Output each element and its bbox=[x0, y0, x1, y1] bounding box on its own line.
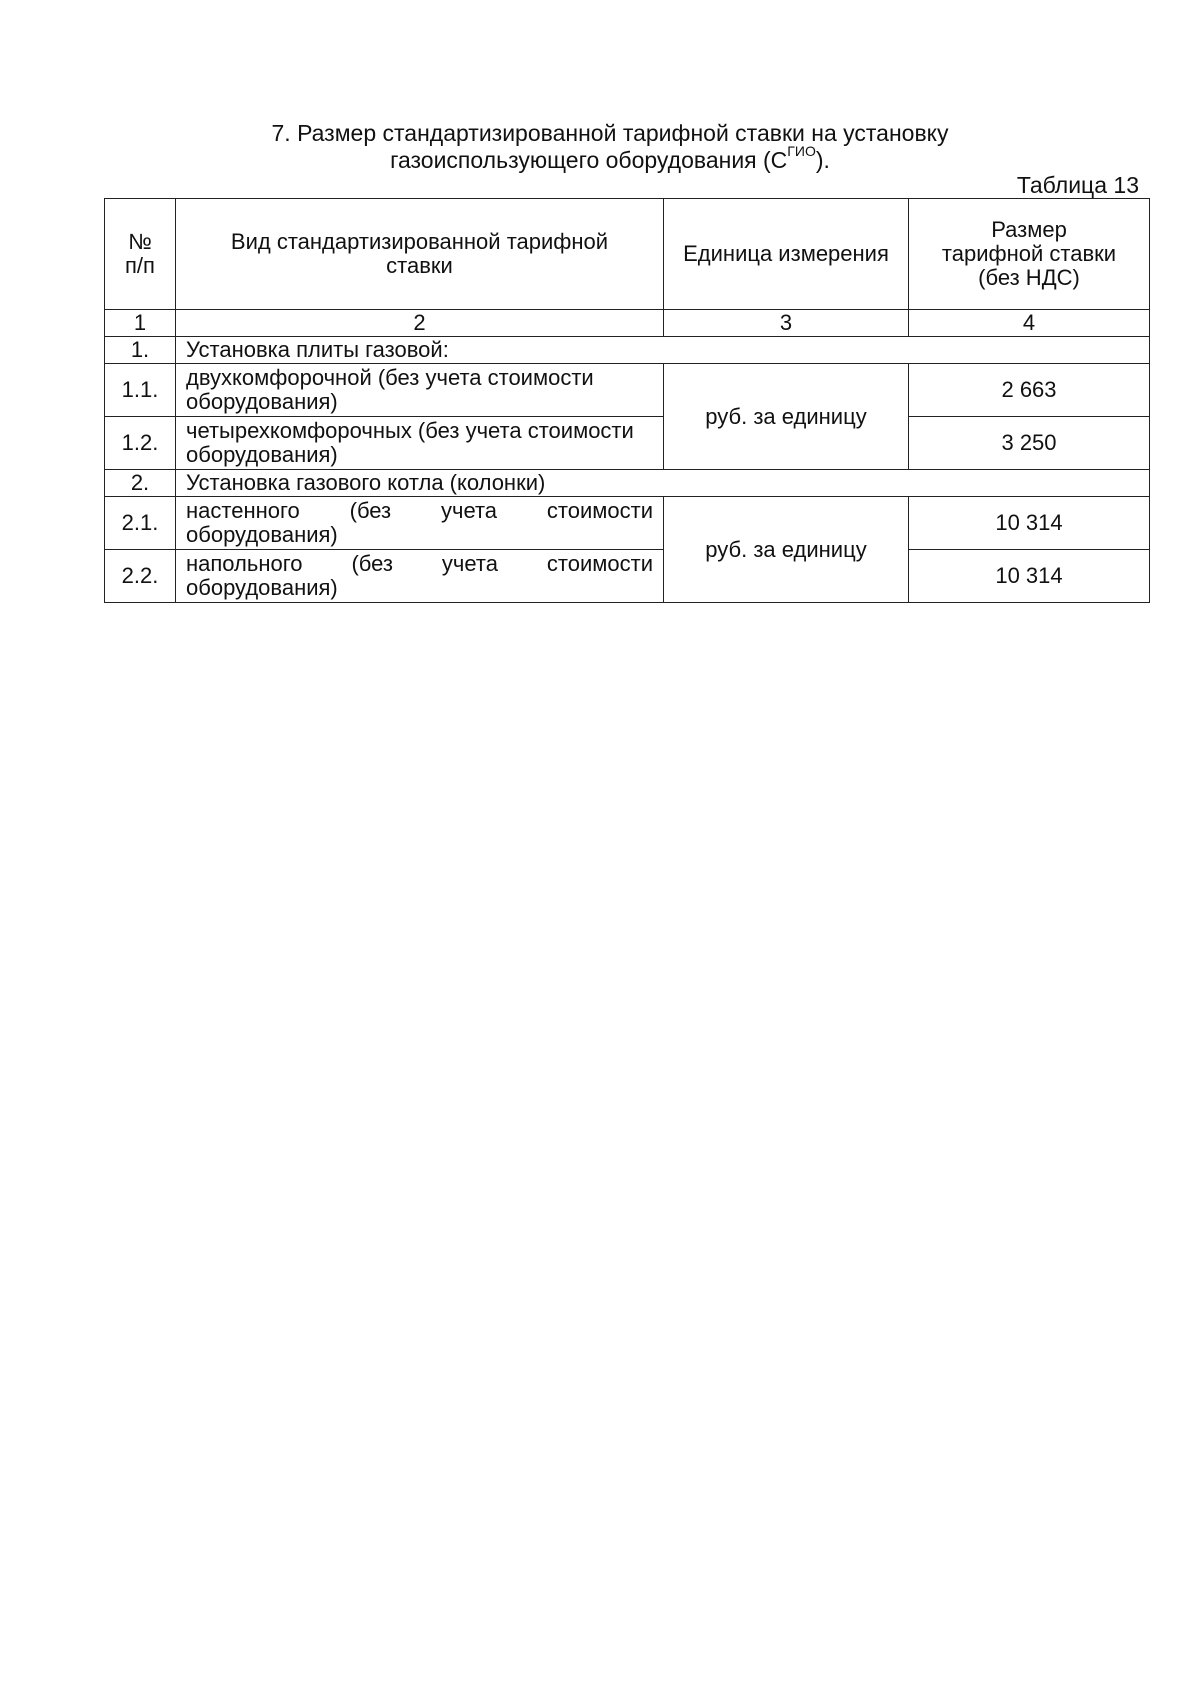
title-superscript: ГИО bbox=[787, 143, 816, 160]
header-rate-size: Размер тарифной ставки (без НДС) bbox=[909, 199, 1150, 310]
title-line-1: 7. Размер стандартизированной тарифной ставки на установку bbox=[271, 120, 949, 146]
tariff-table bbox=[104, 198, 1150, 603]
row-name: двухкомфорочной (без учета стоимости оборудования) bbox=[176, 364, 664, 417]
section-number: 2. bbox=[105, 470, 176, 497]
row-name-line-1: напольного (без учета стоимости bbox=[186, 551, 653, 576]
row-number: 1.1. bbox=[105, 364, 176, 417]
table-row bbox=[105, 364, 1150, 417]
row-number: 1.2. bbox=[105, 417, 176, 470]
row-value: 10 314 bbox=[909, 497, 1150, 550]
table-row bbox=[105, 417, 1150, 470]
section-row bbox=[105, 337, 1150, 364]
column-number: 1 bbox=[105, 310, 176, 337]
row-name bbox=[176, 497, 664, 550]
section-title: Установка плиты газовой: bbox=[176, 337, 1150, 364]
column-number-row bbox=[105, 310, 1150, 337]
section-row bbox=[105, 470, 1150, 497]
row-name-line-1: настенного (без учета стоимости bbox=[186, 498, 653, 523]
column-number: 4 bbox=[909, 310, 1150, 337]
title-line-2 bbox=[250, 143, 970, 174]
row-unit: руб. за единицу bbox=[664, 497, 909, 603]
column-number: 2 bbox=[176, 310, 664, 337]
row-name bbox=[176, 550, 664, 603]
title-line-2-text: газоиспользующего оборудования (С bbox=[390, 147, 788, 173]
header-row bbox=[105, 199, 1150, 310]
row-value: 3 250 bbox=[909, 417, 1150, 470]
row-name: четырехкомфорочных (без учета стоимости оборудования) bbox=[176, 417, 664, 470]
section-number: 1. bbox=[105, 337, 176, 364]
section-title: Установка газового котла (колонки) bbox=[176, 470, 1150, 497]
table-row bbox=[105, 550, 1150, 603]
row-name-line-2: оборудования) bbox=[186, 575, 338, 600]
column-number: 3 bbox=[664, 310, 909, 337]
row-number: 2.2. bbox=[105, 550, 176, 603]
row-unit: руб. за единицу bbox=[664, 364, 909, 470]
row-value: 10 314 bbox=[909, 550, 1150, 603]
row-number: 2.1. bbox=[105, 497, 176, 550]
row-name-line-2: оборудования) bbox=[186, 522, 338, 547]
table-label: Таблица 13 bbox=[1016, 172, 1139, 198]
document-title bbox=[250, 120, 970, 174]
header-number: № п/п bbox=[105, 199, 176, 310]
table-row bbox=[105, 497, 1150, 550]
header-unit: Единица измерения bbox=[664, 199, 909, 310]
title-line-2-end: ). bbox=[815, 147, 830, 173]
header-rate-type: Вид стандартизированной тарифной ставки bbox=[176, 199, 664, 310]
row-value: 2 663 bbox=[909, 364, 1150, 417]
